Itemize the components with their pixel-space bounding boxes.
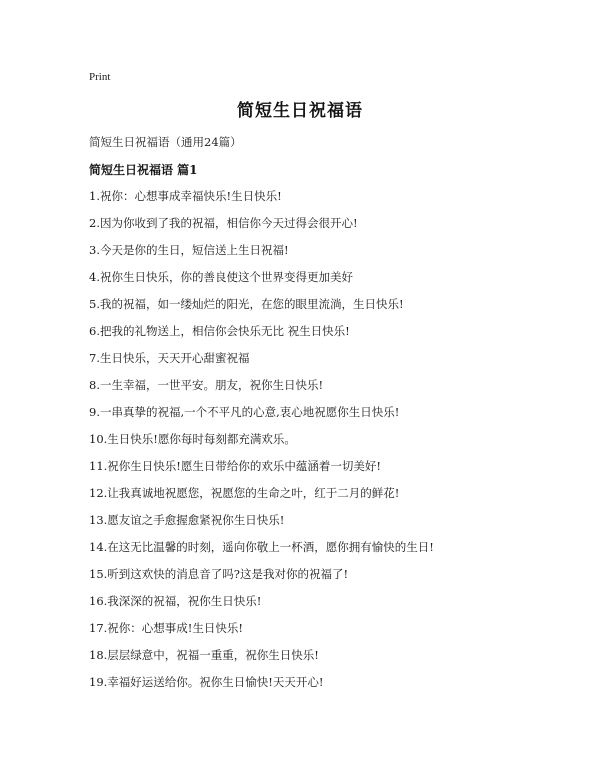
print-label: Print: [89, 71, 111, 83]
list-item: 2.因为你收到了我的祝福，相信你今天过得会很开心!: [89, 216, 358, 230]
list-item: 6.把我的礼物送上，相信你会快乐无比 祝生日快乐!: [89, 324, 350, 338]
section-heading: 简短生日祝福语 篇1: [89, 163, 198, 177]
list-item: 11.祝你生日快乐!愿生日带给你的欢乐中蕴涵着一切美好!: [89, 459, 382, 473]
list-item: 7.生日快乐，天天开心甜蜜祝福: [89, 351, 250, 365]
list-item: 8.一生幸福，一世平安。朋友，祝你生日快乐!: [89, 378, 324, 392]
list-item: 10.生日快乐!愿你每时每刻都充满欢乐。: [89, 432, 296, 446]
list-item: 17.祝你：心想事成!生日快乐!: [89, 621, 244, 635]
document-subtitle: 简短生日祝福语（通用24篇）: [89, 135, 242, 149]
list-item: 4.祝你生日快乐，你的善良使这个世界变得更加美好: [89, 270, 353, 284]
list-item: 15.听到这欢快的消息音了吗?这是我对你的祝福了!: [89, 567, 349, 581]
list-item: 18.层层绿意中，祝福一重重，祝你生日快乐!: [89, 648, 319, 662]
list-item: 16.我深深的祝福，祝你生日快乐!: [89, 594, 262, 608]
list-item: 14.在这无比温馨的时刻，遥向你敬上一杯酒，愿你拥有愉快的生日!: [89, 540, 434, 554]
list-item: 12.让我真诚地祝愿您，祝愿您的生命之叶，红于二月的鲜花!: [89, 486, 400, 500]
list-item: 9.一串真挚的祝福,一个不平凡的心意,衷心地祝愿你生日快乐!: [89, 405, 400, 419]
list-item: 3.今天是你的生日，短信送上生日祝福!: [89, 243, 289, 257]
list-item: 1.祝你：心想事成幸福快乐!生日快乐!: [89, 189, 282, 203]
list-item: 19.幸福好运送给你。祝你生日愉快!天天开心!: [89, 675, 324, 689]
wish-list: [89, 186, 559, 699]
list-item: 13.愿友谊之手愈握愈紧祝你生日快乐!: [89, 513, 285, 527]
list-item: 5.我的祝福，如一缕灿烂的阳光，在您的眼里流淌，生日快乐!: [89, 297, 404, 311]
document-title: 简短生日祝福语: [237, 101, 363, 121]
